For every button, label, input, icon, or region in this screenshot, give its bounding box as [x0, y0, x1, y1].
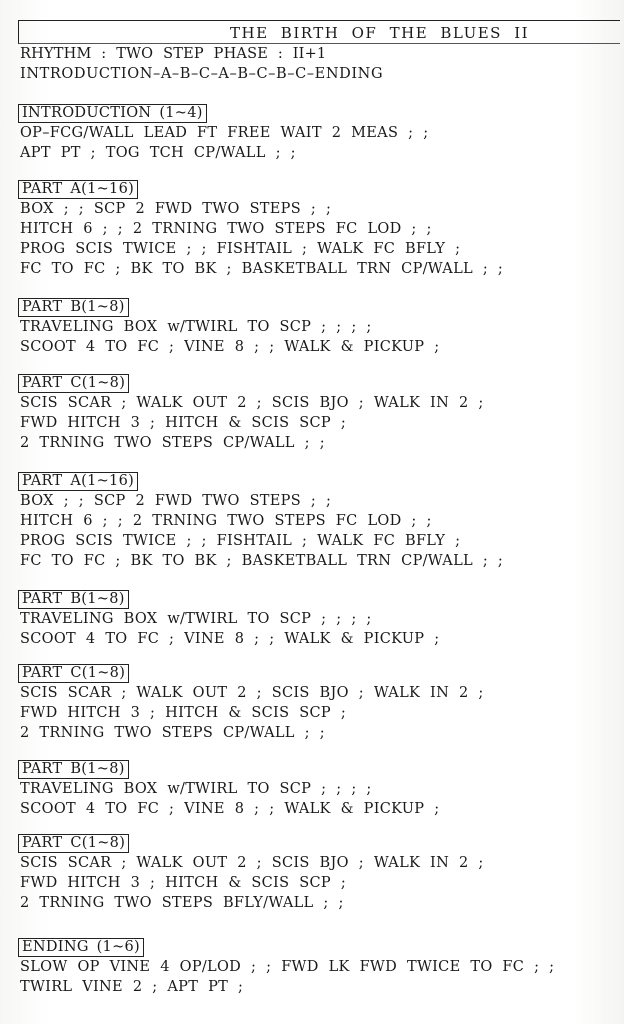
- section-header: PART C(1~8): [18, 374, 129, 393]
- section-part-a-2: [18, 470, 618, 571]
- page-title: THE BIRTH OF THE BLUES II: [230, 24, 530, 42]
- cue-line: TRAVELING BOX w/TWIRL TO SCP ; ; ; ;: [20, 319, 372, 335]
- cue-line: HITCH 6 ; ; 2 TRNING TWO STEPS FC LOD ; ;: [20, 513, 432, 529]
- cue-line: BOX ; ; SCP 2 FWD TWO STEPS ; ;: [20, 493, 332, 509]
- section-header: ENDING (1~6): [18, 938, 144, 957]
- cue-line: 2 TRNING TWO STEPS BFLY/WALL ; ;: [20, 895, 344, 911]
- section-header: PART B(1~8): [18, 760, 129, 779]
- cue-line: FWD HITCH 3 ; HITCH & SCIS SCP ;: [20, 415, 347, 431]
- cue-line: SCOOT 4 TO FC ; VINE 8 ; ; WALK & PICKUP ;: [20, 631, 440, 647]
- section-part-b-1: [18, 296, 618, 357]
- section-header: PART A(1~16): [18, 472, 138, 491]
- cue-line: PROG SCIS TWICE ; ; FISHTAIL ; WALK FC BFLY ;: [20, 533, 461, 549]
- cue-line: OP–FCG/WALL LEAD FT FREE WAIT 2 MEAS ; ;: [20, 125, 429, 141]
- section-part-c-1: [18, 372, 618, 453]
- cue-line: BOX ; ; SCP 2 FWD TWO STEPS ; ;: [20, 201, 332, 217]
- cue-line: SCOOT 4 TO FC ; VINE 8 ; ; WALK & PICKUP ;: [20, 801, 440, 817]
- cue-line: FC TO FC ; BK TO BK ; BASKETBALL TRN CP/WALL ; ;: [20, 553, 504, 569]
- section-header: PART B(1~8): [18, 590, 129, 609]
- cue-line: HITCH 6 ; ; 2 TRNING TWO STEPS FC LOD ; ;: [20, 221, 432, 237]
- section-header: PART B(1~8): [18, 298, 129, 317]
- cue-line: APT PT ; TOG TCH CP/WALL ; ;: [20, 145, 296, 161]
- cue-line: PROG SCIS TWICE ; ; FISHTAIL ; WALK FC BFLY ;: [20, 241, 461, 257]
- section-part-a-1: [18, 178, 618, 279]
- cue-line: FWD HITCH 3 ; HITCH & SCIS SCP ;: [20, 705, 347, 721]
- section-part-b-3: [18, 758, 618, 819]
- cue-line: 2 TRNING TWO STEPS CP/WALL ; ;: [20, 725, 325, 741]
- section-header: PART C(1~8): [18, 834, 129, 853]
- cue-line: SCOOT 4 TO FC ; VINE 8 ; ; WALK & PICKUP ;: [20, 339, 440, 355]
- cue-line: SCIS SCAR ; WALK OUT 2 ; SCIS BJO ; WALK IN 2 ;: [20, 685, 484, 701]
- cue-line: SCIS SCAR ; WALK OUT 2 ; SCIS BJO ; WALK IN 2 ;: [20, 855, 484, 871]
- section-header: PART C(1~8): [18, 664, 129, 683]
- section-part-c-2: [18, 662, 618, 743]
- cue-line: 2 TRNING TWO STEPS CP/WALL ; ;: [20, 435, 325, 451]
- cue-line: FWD HITCH 3 ; HITCH & SCIS SCP ;: [20, 875, 347, 891]
- section-header: PART A(1~16): [18, 180, 138, 199]
- cue-line: TRAVELING BOX w/TWIRL TO SCP ; ; ; ;: [20, 781, 372, 797]
- cue-line: SLOW OP VINE 4 OP/LOD ; ; FWD LK FWD TWICE TO FC ; ;: [20, 959, 555, 975]
- sequence-line: INTRODUCTION–A–B–C–A–B–C–B–C–ENDING: [20, 66, 384, 82]
- cue-line: TRAVELING BOX w/TWIRL TO SCP ; ; ; ;: [20, 611, 372, 627]
- section-header: INTRODUCTION (1~4): [18, 104, 207, 123]
- section-ending: [18, 936, 618, 997]
- cue-line: FC TO FC ; BK TO BK ; BASKETBALL TRN CP/WALL ; ;: [20, 261, 504, 277]
- rhythm-phase-line: RHYTHM : TWO STEP PHASE : II+1: [20, 46, 327, 62]
- section-introduction: [18, 102, 618, 163]
- cue-line: SCIS SCAR ; WALK OUT 2 ; SCIS BJO ; WALK IN 2 ;: [20, 395, 484, 411]
- section-part-b-2: [18, 588, 618, 649]
- cue-line: TWIRL VINE 2 ; APT PT ;: [20, 979, 244, 995]
- section-part-c-3: [18, 832, 618, 913]
